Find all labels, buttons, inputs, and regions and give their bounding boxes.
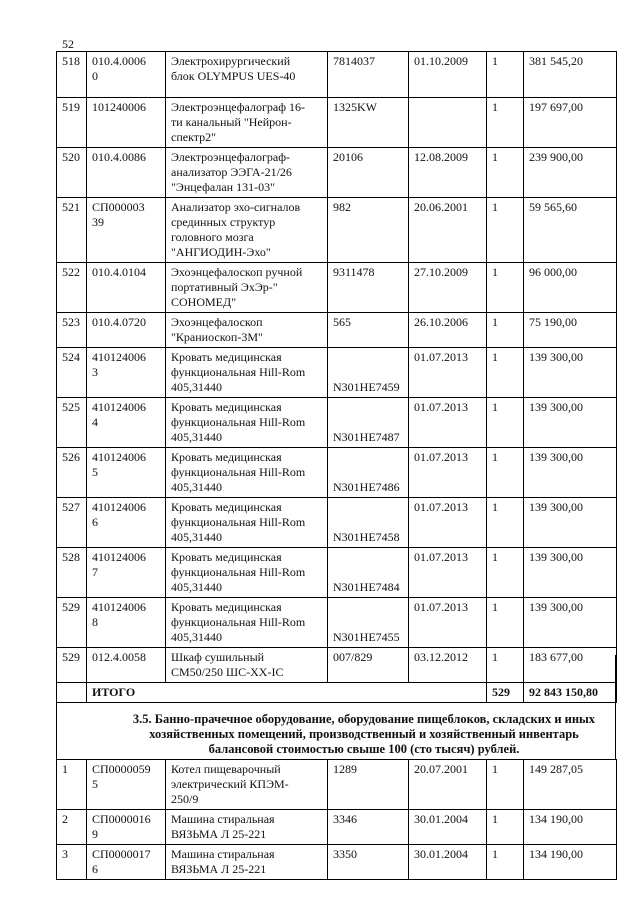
row-number: 529	[57, 598, 87, 648]
item-name: Эхоэнцефалоскоп ручной портативный ЭхЭр-" СОНОМЕД"	[166, 263, 328, 313]
item-name: Электрохирургический блок OLYMPUS UES-40	[166, 52, 328, 98]
commission-date: 26.10.2006	[409, 313, 487, 348]
row-number: 528	[57, 548, 87, 598]
commission-date: 12.08.2009	[409, 148, 487, 198]
item-name: Кровать медицинская функциональная Hill-Rom 405,31440	[166, 448, 328, 498]
item-name: Котел пищеварочный электрический КПЭМ- 250/9	[166, 760, 328, 810]
row-number: 518	[57, 52, 87, 98]
commission-date: 01.07.2013	[409, 598, 487, 648]
serial-number: N301HE7458	[328, 498, 409, 548]
section-title: 3.5. Банно-прачечное оборудование, оборудование пищеблоков, складских и иных хозяйственных помещений, производственный и хозяйственный инвентарь балансовой стоимостью свыше 100 (сто тысяч) рублей.	[132, 712, 596, 756]
commission-date: 01.10.2009	[409, 52, 487, 98]
table-row	[57, 398, 617, 448]
serial-number: 1289	[328, 760, 409, 810]
table-row	[57, 498, 617, 548]
balance-amount: 139 300,00	[524, 498, 617, 548]
inventory-code: 410124006 7	[87, 548, 166, 598]
quantity: 1	[487, 548, 524, 598]
item-name: Электроэнцефалограф 16- ти канальный "Нейрон- спектр2"	[166, 98, 328, 148]
quantity: 1	[487, 313, 524, 348]
serial-number: N301HE7484	[328, 548, 409, 598]
balance-amount: 183 677,00	[524, 648, 617, 683]
row-number: 526	[57, 448, 87, 498]
serial-number: 7814037	[328, 52, 409, 98]
commission-date: 27.10.2009	[409, 263, 487, 313]
inventory-code: СП0000017 6	[87, 845, 166, 880]
table-row	[57, 548, 617, 598]
row-number: 3	[57, 845, 87, 880]
balance-amount: 381 545,20	[524, 52, 617, 98]
row-number: 523	[57, 313, 87, 348]
balance-amount: 149 287,05	[524, 760, 617, 810]
commission-date: 01.07.2013	[409, 498, 487, 548]
row-number: 524	[57, 348, 87, 398]
item-name: Электроэнцефалограф- анализатор ЭЭГА-21/26 "Энцефалан 131-03"	[166, 148, 328, 198]
quantity: 1	[487, 198, 524, 263]
table-row	[57, 845, 617, 880]
table-row	[57, 760, 617, 810]
item-name: Эхоэнцефалоскоп "Краниоскоп-3М"	[166, 313, 328, 348]
serial-number: 1325KW	[328, 98, 409, 148]
serial-number: 9311478	[328, 263, 409, 313]
serial-number: 3346	[328, 810, 409, 845]
total-quantity: 529	[487, 683, 524, 703]
row-number: 1	[57, 760, 87, 810]
inventory-code: 101240006	[87, 98, 166, 148]
commission-date: 01.07.2013	[409, 398, 487, 448]
quantity: 1	[487, 98, 524, 148]
balance-amount: 134 190,00	[524, 845, 617, 880]
row-number: 520	[57, 148, 87, 198]
table-row	[57, 148, 617, 198]
item-name: Кровать медицинская функциональная Hill-Rom 405,31440	[166, 548, 328, 598]
serial-number: N301HE7455	[328, 598, 409, 648]
serial-number: 982	[328, 198, 409, 263]
inventory-table	[56, 51, 617, 703]
commission-date: 01.07.2013	[409, 348, 487, 398]
item-name: Кровать медицинская функциональная Hill-Rom 405,31440	[166, 348, 328, 398]
serial-number: N301HE7459	[328, 348, 409, 398]
row-number: 527	[57, 498, 87, 548]
total-label: ИТОГО	[87, 683, 487, 703]
serial-number: N301HE7486	[328, 448, 409, 498]
quantity: 1	[487, 348, 524, 398]
item-name: Машина стиральная ВЯЗЬМА Л 25-221	[166, 845, 328, 880]
quantity: 1	[487, 598, 524, 648]
quantity: 1	[487, 810, 524, 845]
serial-number: N301HE7487	[328, 398, 409, 448]
quantity: 1	[487, 845, 524, 880]
serial-number: 3350	[328, 845, 409, 880]
table-row	[57, 448, 617, 498]
inventory-code: СП0000016 9	[87, 810, 166, 845]
section-heading-block	[56, 655, 616, 759]
item-name: Шкаф сушильный СМ50/250 ШС-ХХ-IC	[166, 648, 328, 683]
inventory-table-section-3-5	[56, 759, 617, 880]
row-number: 522	[57, 263, 87, 313]
balance-amount: 96 000,00	[524, 263, 617, 313]
table-row	[57, 98, 617, 148]
inventory-code: 410124006 8	[87, 598, 166, 648]
item-name: Кровать медицинская функциональная Hill-Rom 405,31440	[166, 498, 328, 548]
quantity: 1	[487, 760, 524, 810]
row-number: 525	[57, 398, 87, 448]
quantity: 1	[487, 148, 524, 198]
commission-date: 30.01.2004	[409, 810, 487, 845]
balance-amount: 75 190,00	[524, 313, 617, 348]
balance-amount: 139 300,00	[524, 398, 617, 448]
commission-date: 20.07.2001	[409, 760, 487, 810]
inventory-code: 410124006 5	[87, 448, 166, 498]
commission-date: 03.12.2012	[409, 648, 487, 683]
balance-amount: 59 565,60	[524, 198, 617, 263]
table-row	[57, 52, 617, 98]
balance-amount: 139 300,00	[524, 348, 617, 398]
quantity: 1	[487, 398, 524, 448]
row-number: 519	[57, 98, 87, 148]
serial-number: 007/829	[328, 648, 409, 683]
serial-number: 20106	[328, 148, 409, 198]
inventory-code: СП000003 39	[87, 198, 166, 263]
inventory-code: 410124006 6	[87, 498, 166, 548]
table-row	[57, 313, 617, 348]
commission-date: 01.07.2013	[409, 448, 487, 498]
item-name: Кровать медицинская функциональная Hill-Rom 405,31440	[166, 398, 328, 448]
balance-amount: 134 190,00	[524, 810, 617, 845]
balance-amount: 197 697,00	[524, 98, 617, 148]
table-row	[57, 598, 617, 648]
inventory-code: 010.4.0006 0	[87, 52, 166, 98]
commission-date: 30.01.2004	[409, 845, 487, 880]
table-row	[57, 263, 617, 313]
total-amount: 92 843 150,80	[524, 683, 617, 703]
quantity: 1	[487, 263, 524, 313]
table-row	[57, 810, 617, 845]
row-number: 521	[57, 198, 87, 263]
inventory-code: СП0000059 5	[87, 760, 166, 810]
quantity: 1	[487, 498, 524, 548]
commission-date: 20.06.2001	[409, 198, 487, 263]
serial-number: 565	[328, 313, 409, 348]
balance-amount: 139 300,00	[524, 448, 617, 498]
balance-amount: 239 900,00	[524, 148, 617, 198]
commission-date: 01.07.2013	[409, 548, 487, 598]
page-number: 52	[62, 37, 74, 51]
inventory-code: 012.4.0058	[87, 648, 166, 683]
quantity: 1	[487, 448, 524, 498]
table-row	[57, 198, 617, 263]
row-number: 2	[57, 810, 87, 845]
commission-date	[409, 98, 487, 148]
item-name: Кровать медицинская функциональная Hill-Rom 405,31440	[166, 598, 328, 648]
inventory-code: 010.4.0104	[87, 263, 166, 313]
item-name: Машина стиральная ВЯЗЬМА Л 25-221	[166, 810, 328, 845]
inventory-code: 010.4.0720	[87, 313, 166, 348]
quantity: 1	[487, 52, 524, 98]
inventory-code: 410124006 4	[87, 398, 166, 448]
balance-amount: 139 300,00	[524, 598, 617, 648]
quantity: 1	[487, 648, 524, 683]
table-row	[57, 348, 617, 398]
inventory-code: 410124006 3	[87, 348, 166, 398]
item-name: Анализатор эхо-сигналов срединных структур головного мозга "АНГИОДИН-Эхо"	[166, 198, 328, 263]
balance-amount: 139 300,00	[524, 548, 617, 598]
inventory-code: 010.4.0086	[87, 148, 166, 198]
row-number: 529	[57, 648, 87, 683]
